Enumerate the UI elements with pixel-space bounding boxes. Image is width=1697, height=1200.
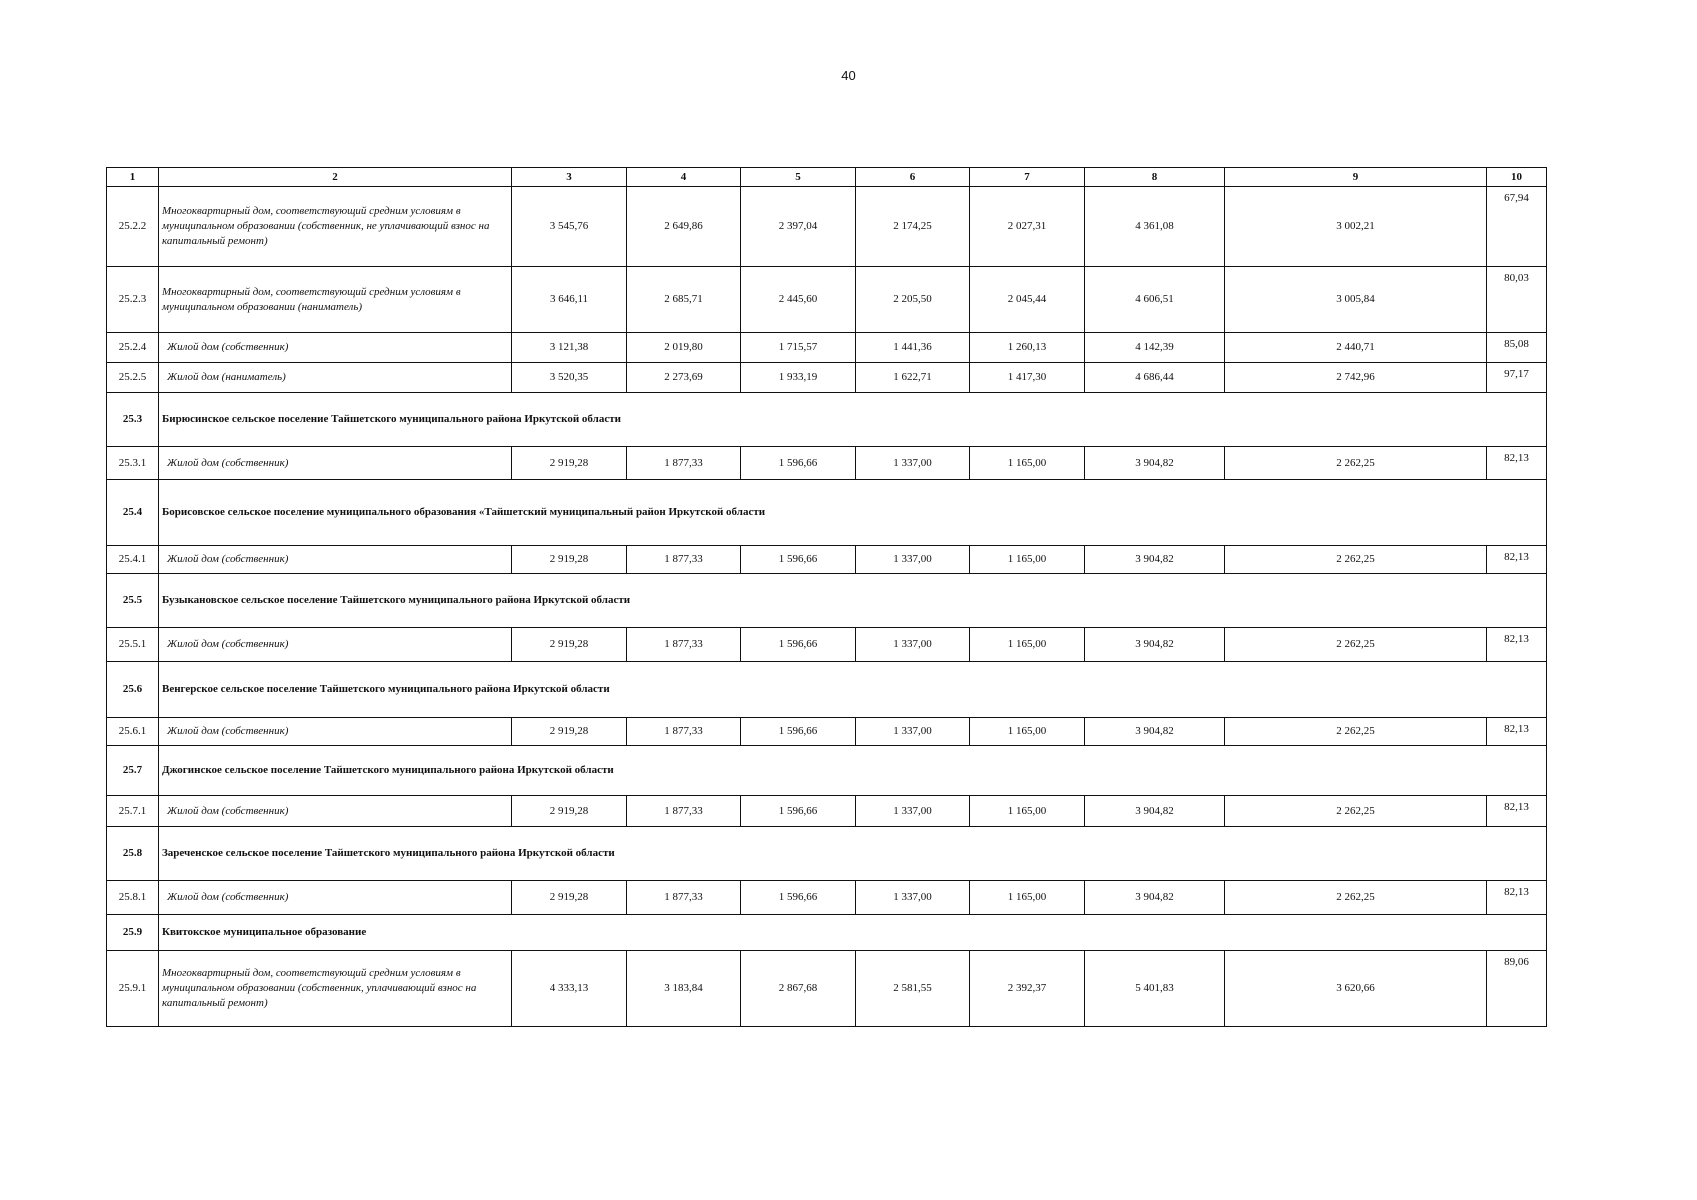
value-cell: 2 262,25 [1225,447,1487,480]
table-row [107,187,1547,267]
section-code: 25.8 [107,827,159,881]
header-row [107,168,1547,187]
value-cell: 89,06 [1487,951,1547,1027]
value-cell: 1 596,66 [741,447,856,480]
column-header: 4 [627,168,741,187]
row-description: Многоквартирный дом, соответствующий средним условиям в муниципальном образовании (собственник, уплачивающий взнос на капитальный ремонт) [159,951,512,1027]
column-header: 9 [1225,168,1487,187]
value-cell: 1 337,00 [856,546,970,574]
value-cell: 2 205,50 [856,267,970,333]
value-cell: 2 273,69 [627,363,741,393]
value-cell: 4 333,13 [512,951,627,1027]
section-row [107,480,1547,546]
value-cell: 82,13 [1487,718,1547,746]
column-header: 1 [107,168,159,187]
value-cell: 2 392,37 [970,951,1085,1027]
value-cell: 2 027,31 [970,187,1085,267]
value-cell: 1 417,30 [970,363,1085,393]
section-code: 25.9 [107,915,159,951]
value-cell: 82,13 [1487,447,1547,480]
value-cell: 3 620,66 [1225,951,1487,1027]
value-cell: 1 337,00 [856,447,970,480]
value-cell: 82,13 [1487,628,1547,662]
value-cell: 2 919,28 [512,546,627,574]
section-code: 25.4 [107,480,159,546]
value-cell: 2 919,28 [512,718,627,746]
value-cell: 1 165,00 [970,447,1085,480]
section-name: Зареченское сельское поселение Тайшетского муниципального района Иркутской области [159,827,1547,881]
column-header: 10 [1487,168,1547,187]
value-cell: 1 596,66 [741,881,856,915]
value-cell: 2 045,44 [970,267,1085,333]
value-cell: 4 686,44 [1085,363,1225,393]
value-cell: 3 904,82 [1085,546,1225,574]
value-cell: 2 440,71 [1225,333,1487,363]
column-header: 6 [856,168,970,187]
value-cell: 3 646,11 [512,267,627,333]
value-cell: 1 337,00 [856,718,970,746]
value-cell: 1 877,33 [627,628,741,662]
section-row [107,827,1547,881]
value-cell: 2 262,25 [1225,796,1487,827]
value-cell: 2 742,96 [1225,363,1487,393]
row-code: 25.5.1 [107,628,159,662]
value-cell: 1 165,00 [970,718,1085,746]
row-code: 25.2.2 [107,187,159,267]
value-cell: 80,03 [1487,267,1547,333]
value-cell: 1 622,71 [856,363,970,393]
table-row [107,796,1547,827]
section-name: Бирюсинское сельское поселение Тайшетского муниципального района Иркутской области [159,393,1547,447]
table-row [107,363,1547,393]
column-header: 7 [970,168,1085,187]
value-cell: 1 441,36 [856,333,970,363]
value-cell: 1 715,57 [741,333,856,363]
row-description: Жилой дом (собственник) [159,546,512,574]
value-cell: 2 581,55 [856,951,970,1027]
row-description: Жилой дом (собственник) [159,718,512,746]
value-cell: 3 904,82 [1085,881,1225,915]
value-cell: 82,13 [1487,546,1547,574]
row-description: Жилой дом (собственник) [159,333,512,363]
value-cell: 3 545,76 [512,187,627,267]
table-row [107,267,1547,333]
row-code: 25.9.1 [107,951,159,1027]
value-cell: 2 262,25 [1225,718,1487,746]
section-row [107,746,1547,796]
value-cell: 1 933,19 [741,363,856,393]
table-row [107,951,1547,1027]
value-cell: 2 262,25 [1225,628,1487,662]
row-code: 25.2.4 [107,333,159,363]
value-cell: 3 904,82 [1085,628,1225,662]
value-cell: 2 262,25 [1225,881,1487,915]
row-description: Жилой дом (наниматель) [159,363,512,393]
value-cell: 97,17 [1487,363,1547,393]
value-cell: 1 337,00 [856,628,970,662]
value-cell: 2 919,28 [512,796,627,827]
table-row [107,718,1547,746]
value-cell: 1 877,33 [627,447,741,480]
value-cell: 1 596,66 [741,546,856,574]
column-header: 5 [741,168,856,187]
value-cell: 2 174,25 [856,187,970,267]
row-code: 25.7.1 [107,796,159,827]
value-cell: 2 649,86 [627,187,741,267]
value-cell: 85,08 [1487,333,1547,363]
value-cell: 3 121,38 [512,333,627,363]
value-cell: 1 596,66 [741,718,856,746]
row-description: Жилой дом (собственник) [159,796,512,827]
page-number: 40 [841,68,856,83]
row-description: Жилой дом (собственник) [159,881,512,915]
value-cell: 3 183,84 [627,951,741,1027]
value-cell: 3 002,21 [1225,187,1487,267]
section-row [107,915,1547,951]
table-row [107,333,1547,363]
section-code: 25.7 [107,746,159,796]
section-name: Квитокское муниципальное образование [159,915,1547,951]
value-cell: 1 165,00 [970,881,1085,915]
row-description: Многоквартирный дом, соответствующий средним условиям в муниципальном образовании (наниматель) [159,267,512,333]
section-code: 25.5 [107,574,159,628]
section-name: Джогинское сельское поселение Тайшетского муниципального района Иркутской области [159,746,1547,796]
value-cell: 4 606,51 [1085,267,1225,333]
value-cell: 1 165,00 [970,628,1085,662]
column-header: 3 [512,168,627,187]
table-row [107,447,1547,480]
row-code: 25.2.5 [107,363,159,393]
value-cell: 3 005,84 [1225,267,1487,333]
value-cell: 4 142,39 [1085,333,1225,363]
row-code: 25.3.1 [107,447,159,480]
value-cell: 3 904,82 [1085,447,1225,480]
row-description: Жилой дом (собственник) [159,628,512,662]
row-description: Жилой дом (собственник) [159,447,512,480]
value-cell: 1 877,33 [627,881,741,915]
row-code: 25.8.1 [107,881,159,915]
value-cell: 1 877,33 [627,718,741,746]
value-cell: 2 685,71 [627,267,741,333]
section-code: 25.6 [107,662,159,718]
table-row [107,881,1547,915]
row-code: 25.4.1 [107,546,159,574]
value-cell: 2 019,80 [627,333,741,363]
value-cell: 1 877,33 [627,796,741,827]
value-cell: 1 165,00 [970,546,1085,574]
value-cell: 82,13 [1487,796,1547,827]
section-code: 25.3 [107,393,159,447]
section-name: Борисовское сельское поселение муниципального образования «Тайшетский муниципальный район Иркутской области [159,480,1547,546]
section-name: Бузыкановское сельское поселение Тайшетского муниципального района Иркутской области [159,574,1547,628]
column-header: 2 [159,168,512,187]
row-code: 25.6.1 [107,718,159,746]
value-cell: 82,13 [1487,881,1547,915]
value-cell: 1 337,00 [856,796,970,827]
value-cell: 67,94 [1487,187,1547,267]
tariff-table [106,167,1547,1027]
value-cell: 1 877,33 [627,546,741,574]
value-cell: 1 337,00 [856,881,970,915]
value-cell: 2 919,28 [512,447,627,480]
section-row [107,574,1547,628]
value-cell: 3 520,35 [512,363,627,393]
row-description: Многоквартирный дом, соответствующий средним условиям в муниципальном образовании (собственник, не уплачивающий взнос на капитальный ремонт) [159,187,512,267]
value-cell: 1 596,66 [741,628,856,662]
value-cell: 3 904,82 [1085,718,1225,746]
table-row [107,628,1547,662]
section-row [107,393,1547,447]
value-cell: 4 361,08 [1085,187,1225,267]
value-cell: 1 165,00 [970,796,1085,827]
value-cell: 2 445,60 [741,267,856,333]
table-row [107,546,1547,574]
value-cell: 1 596,66 [741,796,856,827]
value-cell: 2 919,28 [512,628,627,662]
value-cell: 5 401,83 [1085,951,1225,1027]
section-name: Венгерское сельское поселение Тайшетского муниципального района Иркутской области [159,662,1547,718]
value-cell: 2 919,28 [512,881,627,915]
value-cell: 3 904,82 [1085,796,1225,827]
value-cell: 2 262,25 [1225,546,1487,574]
value-cell: 2 867,68 [741,951,856,1027]
section-row [107,662,1547,718]
value-cell: 2 397,04 [741,187,856,267]
row-code: 25.2.3 [107,267,159,333]
column-header: 8 [1085,168,1225,187]
value-cell: 1 260,13 [970,333,1085,363]
